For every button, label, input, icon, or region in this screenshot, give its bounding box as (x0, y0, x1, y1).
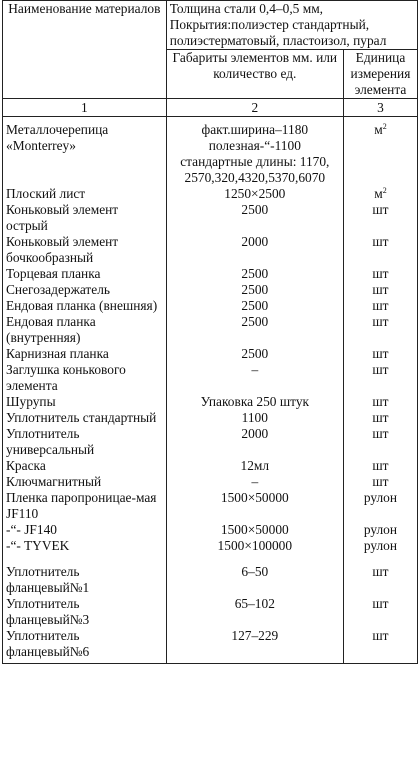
header-coating-line: полиэстерматовый, пластоизол, пурал (169, 33, 387, 48)
material-name: Ендовая планка (внутренняя) (3, 314, 167, 346)
material-unit: шт (343, 554, 417, 596)
unit-exponent: 2 (382, 122, 387, 131)
material-name: Уплотнитель стандартный (3, 410, 167, 426)
material-dimensions: – (166, 474, 343, 490)
material-unit: шт (343, 298, 417, 314)
material-dimensions: Упаковка 250 штук (166, 394, 343, 410)
unit-exponent: 2 (382, 186, 387, 195)
material-dimensions: 65–102 (166, 596, 343, 628)
header-coating-line: Покрытия:полиэстер стандартный, (169, 17, 370, 32)
header-name: Наименование материалов (3, 1, 167, 99)
material-unit: шт (343, 282, 417, 298)
material-dimensions: 12мл (166, 458, 343, 474)
material-name: Заглушка конькового элемента (3, 362, 167, 394)
material-dimensions: 2500 (166, 282, 343, 298)
material-dimensions: 2500 (166, 314, 343, 346)
table-row (3, 410, 418, 426)
table-row (3, 117, 418, 187)
material-name: Плоский лист (3, 186, 167, 202)
table-row (3, 394, 418, 410)
material-name: Уплотнитель фланцевый№1 (3, 554, 167, 596)
material-name: Ендовая планка (внешняя) (3, 298, 167, 314)
material-dimensions: 1500×100000 (166, 538, 343, 554)
table-row (3, 554, 418, 596)
material-name: Металлочерепица «Monterrey» (3, 117, 167, 187)
material-dimensions: 2500 (166, 298, 343, 314)
material-unit: шт (343, 410, 417, 426)
material-unit: шт (343, 426, 417, 458)
table-row (3, 314, 418, 346)
material-name: Уплотнитель универсальный (3, 426, 167, 458)
material-name: Уплотнитель фланцевый№6 (3, 628, 167, 664)
material-dimensions: 1100 (166, 410, 343, 426)
material-dimensions (166, 117, 343, 187)
material-dimensions: 1250×2500 (166, 186, 343, 202)
material-dimensions: 2000 (166, 426, 343, 458)
table-row (3, 596, 418, 628)
material-name: -“- JF140 (3, 522, 167, 538)
table-row (3, 628, 418, 664)
material-name: -“- TYVEK (3, 538, 167, 554)
material-unit: шт (343, 362, 417, 394)
table-row (3, 234, 418, 266)
material-unit: рулон (343, 490, 417, 522)
table-row (3, 202, 418, 234)
material-dimensions: – (166, 362, 343, 394)
material-name: Снегозадержатель (3, 282, 167, 298)
material-unit: шт (343, 596, 417, 628)
material-name: Шурупы (3, 394, 167, 410)
material-unit: шт (343, 474, 417, 490)
header-coating (166, 1, 417, 50)
material-unit: шт (343, 628, 417, 664)
table-row (3, 282, 418, 298)
material-unit: шт (343, 458, 417, 474)
material-name: Коньковый элемент бочкообразный (3, 234, 167, 266)
material-name: Торцевая планка (3, 266, 167, 282)
materials-table (2, 0, 418, 664)
material-name: Краска (3, 458, 167, 474)
dimensions-line: 2570,320,4320,5370,6070 (184, 170, 326, 185)
material-name: Пленка паропроницае-мая JF110 (3, 490, 167, 522)
material-unit: шт (343, 202, 417, 234)
material-unit: шт (343, 266, 417, 282)
header-dimensions: Габариты элементов мм. или количество ед. (166, 50, 343, 99)
material-unit: рулон (343, 522, 417, 538)
material-unit: шт (343, 234, 417, 266)
material-dimensions: 2500 (166, 202, 343, 234)
material-unit: шт (343, 394, 417, 410)
table-row (3, 266, 418, 282)
dimensions-line: факт.ширина–1180 (201, 122, 309, 137)
material-dimensions: 127–229 (166, 628, 343, 664)
column-number: 1 (3, 99, 167, 117)
table-row (3, 474, 418, 490)
material-unit: шт (343, 346, 417, 362)
material-unit: шт (343, 314, 417, 346)
table-row (3, 538, 418, 554)
column-number: 3 (343, 99, 417, 117)
material-unit (343, 117, 417, 187)
dimensions-line: стандартные длины: 1170, (180, 154, 330, 169)
table-row (3, 458, 418, 474)
material-dimensions: 2500 (166, 266, 343, 282)
material-unit (343, 186, 417, 202)
header-coating-line: Толщина стали 0,4–0,5 мм, (169, 1, 324, 16)
table-row (3, 522, 418, 538)
header-unit: Единица измерения элемента (343, 50, 417, 99)
material-name: Карнизная планка (3, 346, 167, 362)
dimensions-line: полезная-“-1100 (208, 138, 301, 153)
material-unit: рулон (343, 538, 417, 554)
material-name: Уплотнитель фланцевый№3 (3, 596, 167, 628)
material-dimensions: 6–50 (166, 554, 343, 596)
table-row (3, 426, 418, 458)
table-row (3, 362, 418, 394)
material-dimensions: 2500 (166, 346, 343, 362)
material-name: Коньковый элемент острый (3, 202, 167, 234)
material-dimensions: 1500×50000 (166, 490, 343, 522)
material-name: Ключмагнитный (3, 474, 167, 490)
table-row (3, 490, 418, 522)
table-row (3, 346, 418, 362)
material-dimensions: 1500×50000 (166, 522, 343, 538)
unit-text: м (374, 122, 383, 137)
table-row (3, 298, 418, 314)
column-number: 2 (166, 99, 343, 117)
table-row (3, 186, 418, 202)
unit-text: м (374, 186, 383, 201)
material-dimensions: 2000 (166, 234, 343, 266)
